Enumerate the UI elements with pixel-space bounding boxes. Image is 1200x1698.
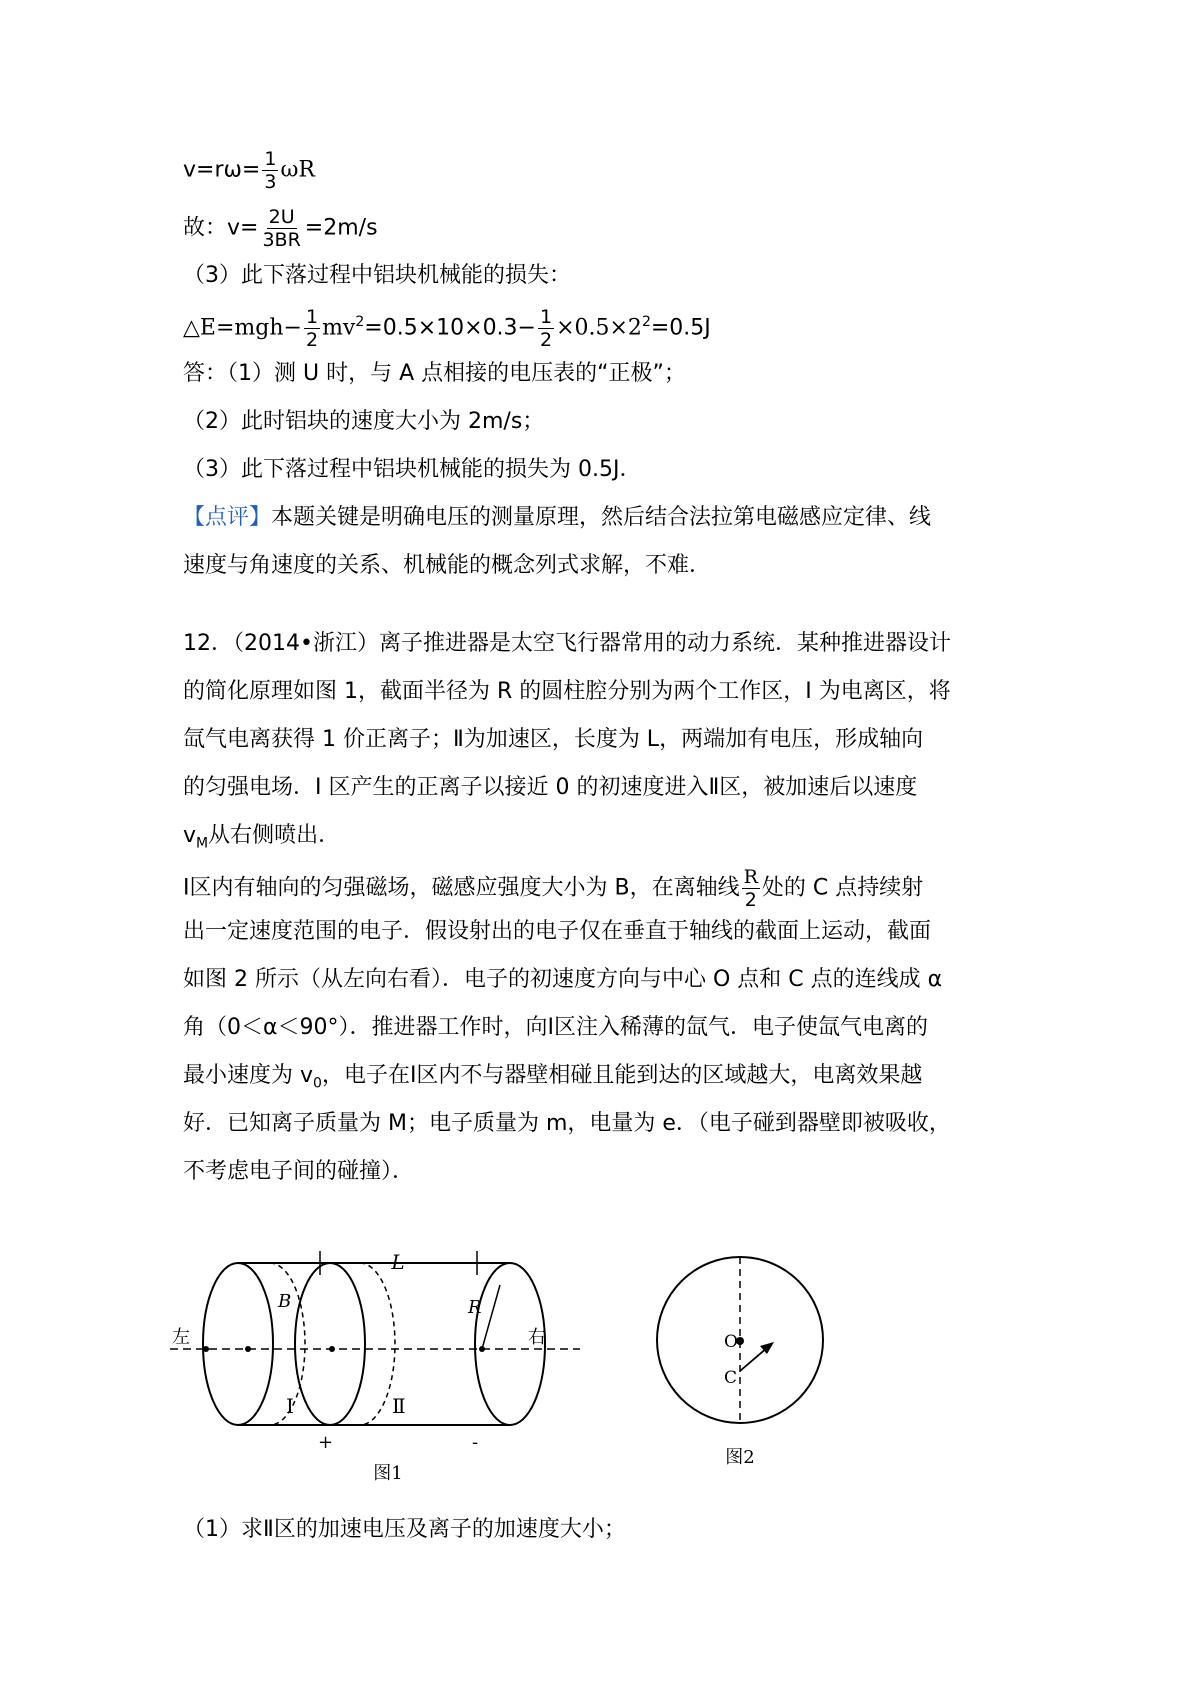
question-1: （1）求Ⅱ区的加速电压及离子的加速度大小； [183,1517,626,1542]
answer-line-2: （2）此时铝块的速度大小为 2m/s； [183,409,545,434]
problem-line: 如图 2 所示（从左向右看）．电子的初速度方向与中心 O 点和 C 点的连线成 α [183,967,943,992]
label-left: 左 [172,1327,190,1348]
problem-line: 的匀强电场．I 区产生的正离子以接近 0 的初速度进入Ⅱ区，被加速后以速度 [183,775,918,800]
problem-line: 12．（2014•浙江）离子推进器是太空飞行器常用的动力系统．某种推进器设计 [183,631,951,656]
problem-line: 好．已知离子质量为 M；电子质量为 m，电量为 e．（电子碰到器壁即被吸收， [183,1111,951,1136]
problem-line: 角（0＜α＜90°）．推进器工作时，向Ⅰ区注入稀薄的氙气．电子使氙气电离的 [183,1015,928,1040]
label-L: L [391,1250,405,1274]
label-region-II: Ⅱ [392,1394,406,1418]
label-C: C [724,1368,738,1388]
eq-text: ωR [280,157,315,183]
label-right: 右 [528,1327,546,1348]
label-O: O [724,1332,738,1352]
problem-line: 不考虑电子间的碰撞）． [183,1159,415,1184]
answer-line-3: （3）此下落过程中铝块机械能的损失为 0.5J． [183,457,642,482]
review-line-1: 【点评】本题关键是明确电压的测量原理，然后结合法拉第电磁感应定律、线 [183,505,932,530]
figure-2-caption: 图2 [725,1447,755,1468]
text-line: （3）此下落过程中铝块机械能的损失： [183,263,571,288]
fraction: $\frac{1}{3}$ [264,148,277,193]
label-plus: + [318,1432,334,1453]
fraction: $\frac{2U}{3BR}$ [262,206,301,251]
problem-line: 的简化原理如图 1，截面半径为 R 的圆柱腔分别为两个工作区，I 为电离区，将 [183,679,951,704]
problem-line: $v_M$从右侧喷出． [183,823,341,852]
label-minus: - [472,1432,479,1453]
eq-text: v=rω= [183,157,261,183]
problem-line: 氙气电离获得 1 价正离子；Ⅱ为加速区，长度为 L，两端加有电压，形成轴向 [183,727,924,752]
label-R: R [468,1297,482,1318]
review-tag: 【点评】 [183,505,272,530]
figure-1-caption: 图1 [373,1463,403,1484]
equation-v-result: 故：v= $\frac{2U}{3BR}$ =2m/s [183,206,378,251]
label-B: B [278,1291,292,1312]
label-region-I: I [286,1394,294,1418]
equation-v [183,148,315,193]
review-line-2: 速度与角速度的关系、机械能的概念列式求解，不难． [183,553,712,578]
answer-line-1: 答：（1）测 U 时，与 A 点相接的电压表的“正极”； [183,361,686,386]
equation-energy-loss: △E=mgh− $\frac{1}{2}$ $mv^2=0.5\times 10\times 0.3-$ $\frac{1}{2}$ $\times 0.5\times 2^2=0.5J$ [183,306,711,351]
problem-line: Ⅰ区内有轴向的匀强磁场，磁感应强度大小为 B，在离轴线 $\frac{R}{2}$ 处的 C 点持续射 [183,866,924,911]
figure-2-cross-section [650,1255,830,1485]
problem-line: 出一定速度范围的电子．假设射出的电子仅在垂直于轴线的截面上运动，截面 [183,919,932,944]
problem-line: 最小速度为 $v_0$，电子在Ⅰ区内不与器壁相碰且能到达的区域越大，电离效果越 [183,1063,923,1092]
figure-1-cylinder [170,1245,610,1485]
